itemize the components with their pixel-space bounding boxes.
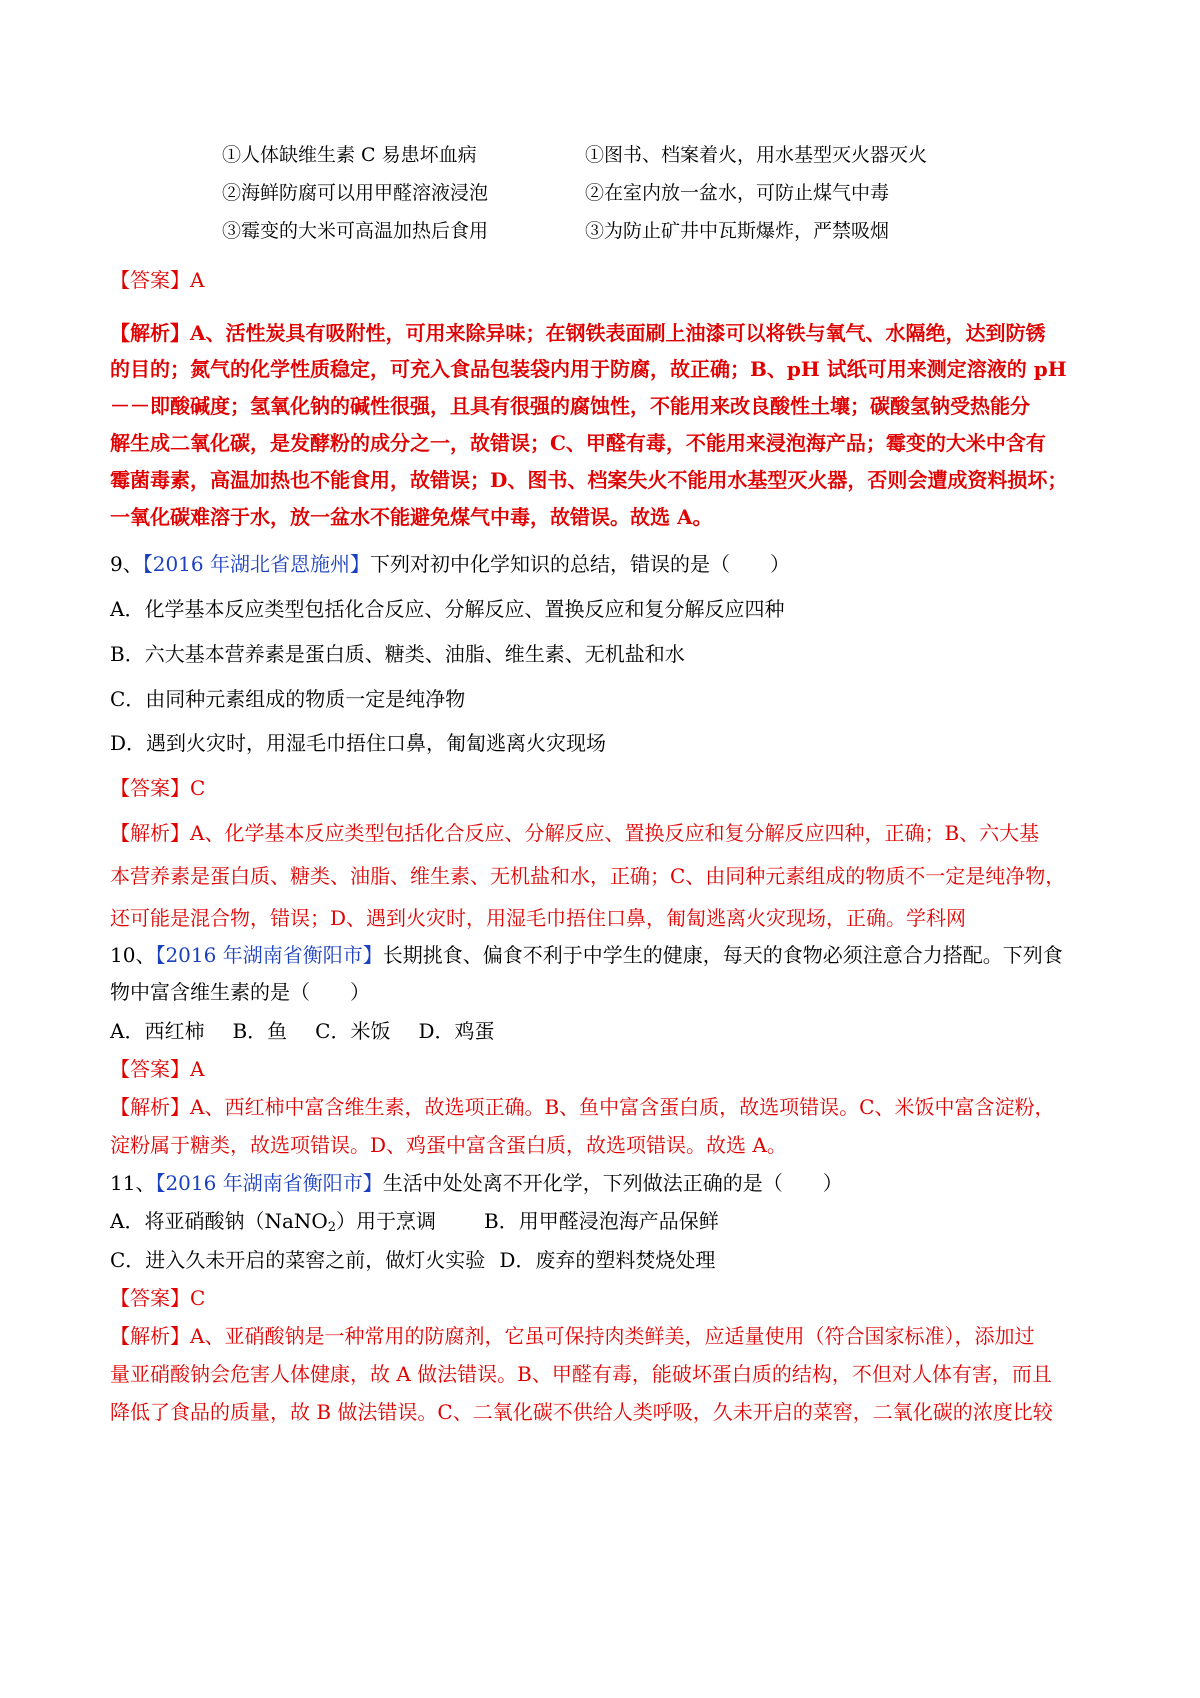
q9-number: 9、 bbox=[110, 552, 143, 576]
q8-analysis-line-2: 的目的；氮气的化学性质稳定，可充入食品包装袋内用于防腐，故正确；B、pH 试纸可用来测定溶液的 pH bbox=[110, 357, 1067, 381]
q11-stem bbox=[110, 1168, 1100, 1198]
q11-option-c: C．进入久未开启的菜窖之前，做灯火实验 bbox=[110, 1248, 486, 1272]
q10-option-c: C．米饭 bbox=[315, 1019, 391, 1043]
q9-analysis-line-3: 还可能是混合物，错误；D、遇到火灾时，用湿毛巾捂住口鼻，匍匐逃离火灾现场，正确。学科网 bbox=[110, 906, 967, 930]
q10-stem bbox=[110, 940, 1100, 970]
q11-stem-text: 生活中处处离不开化学，下列做法正确的是（ ） bbox=[382, 1171, 843, 1195]
q10-stem-text: 长期挑食、偏食不利于中学生的健康，每天的食物必须注意合力搭配。下列食 bbox=[382, 943, 1063, 967]
table-right-item-3: ③为防止矿井中瓦斯爆炸，严禁吸烟 bbox=[585, 220, 890, 242]
table-left-item-3: ③霉变的大米可高温加热后食用 bbox=[222, 220, 489, 242]
q8-analysis-line-5: 霉菌毒素，高温加热也不能食用，故错误；D、图书、档案失火不能用水基型灭火器，否则会遭成资料损坏； bbox=[110, 468, 1068, 492]
q10-options bbox=[110, 1016, 1100, 1046]
q9-analysis-line-1: 【解析】A、化学基本反应类型包括化合反应、分解反应、置换反应和复分解反应四种，正确；B、六大基 bbox=[110, 821, 1040, 845]
q11-option-a: A．将亚硝酸钠（NaNO$_2$）用于烹调 bbox=[110, 1209, 437, 1235]
q11-analysis-line-2: 量亚硝酸钠会危害人体健康，故 A 做法错误。B、甲醛有毒，能破坏蛋白质的结构，不但对人体有害，而且 bbox=[110, 1362, 1052, 1386]
q11-options-row-2 bbox=[110, 1245, 1100, 1275]
q8-analysis-line-6: 一氧化碳难溶于水，放一盆水不能避免煤气中毒，故错误。故选 A。 bbox=[110, 505, 713, 529]
q11-source: 【2016 年湖南省衡阳市】 bbox=[155, 1171, 383, 1195]
q10-stem-line-2: 物中富含维生素的是（ ） bbox=[110, 980, 370, 1004]
table-left-item-2: ②海鲜防腐可以用甲醛溶液浸泡 bbox=[222, 182, 489, 204]
q9-source: 【2016 年湖北省恩施州】 bbox=[142, 552, 370, 576]
q10-option-a: A．西红柿 bbox=[110, 1019, 205, 1043]
q11-number: 11、 bbox=[110, 1171, 156, 1195]
q9-stem-text: 下列对初中化学知识的总结，错误的是（ ） bbox=[370, 552, 790, 576]
q10-answer: 【答案】A bbox=[110, 1057, 205, 1081]
q9-option-c: C．由同种元素组成的物质一定是纯净物 bbox=[110, 687, 466, 711]
q8-answer: 【答案】A bbox=[110, 268, 205, 292]
q11-options-row-1 bbox=[110, 1206, 1100, 1243]
table-left-item-1: ①人体缺维生素 C 易患坏血病 bbox=[222, 144, 477, 166]
table-right-item-1: ①图书、档案着火，用水基型灭火器灭火 bbox=[585, 144, 928, 166]
q10-source: 【2016 年湖南省衡阳市】 bbox=[155, 943, 383, 967]
q10-option-d: D．鸡蛋 bbox=[418, 1019, 495, 1043]
q9-option-b: B．六大基本营养素是蛋白质、糖类、油脂、维生素、无机盐和水 bbox=[110, 642, 685, 666]
q10-number: 10、 bbox=[110, 943, 156, 967]
q10-option-b: B．鱼 bbox=[232, 1019, 288, 1043]
q9-answer: 【答案】C bbox=[110, 776, 206, 800]
q9-analysis-line-2: 本营养素是蛋白质、糖类、油脂、维生素、无机盐和水，正确；C、由同种元素组成的物质不一定是纯净物， bbox=[110, 864, 1066, 888]
q11-answer: 【答案】C bbox=[110, 1286, 206, 1310]
q10-analysis-line-2: 淀粉属于糖类，故选项错误。D、鸡蛋中富含蛋白质，故选项错误。故选 A。 bbox=[110, 1133, 787, 1157]
q11-analysis-line-1: 【解析】A、亚硝酸钠是一种常用的防腐剂，它虽可保持肉类鲜美，应适量使用（符合国家标准），添加过 bbox=[110, 1324, 1035, 1348]
q10-analysis-line-1: 【解析】A、西红柿中富含维生素，故选项正确。B、鱼中富含蛋白质，故选项错误。C、米饭中富含淀粉， bbox=[110, 1095, 1055, 1119]
q11-analysis-line-3: 降低了食品的质量，故 B 做法错误。C、二氧化碳不供给人类呼吸，久未开启的菜窖，二氧化碳的浓度比较 bbox=[110, 1400, 1053, 1424]
table-right-item-2: ②在室内放一盆水，可防止煤气中毒 bbox=[585, 182, 890, 204]
q11-option-b: B．用甲醛浸泡海产品保鲜 bbox=[484, 1209, 719, 1233]
q9-option-a: A．化学基本反应类型包括化合反应、分解反应、置换反应和复分解反应四种 bbox=[110, 597, 785, 621]
q9-option-d: D．遇到火灾时，用湿毛巾捂住口鼻，匍匐逃离火灾现场 bbox=[110, 731, 607, 755]
q8-analysis-line-4: 解生成二氧化碳，是发酵粉的成分之一，故错误；C、甲醛有毒，不能用来浸泡海产品；霉变的大米中含有 bbox=[110, 431, 1046, 455]
q8-analysis-line-1: 【解析】A、活性炭具有吸附性，可用来除异味；在钢铁表面刷上油漆可以将铁与氧气、水隔绝，达到防锈 bbox=[110, 321, 1046, 345]
q9-stem bbox=[110, 549, 1100, 579]
q8-analysis-line-3: －－即酸碱度；氢氧化钠的碱性很强，且具有很强的腐蚀性，不能用来改良酸性土壤；碳酸氢钠受热能分 bbox=[110, 394, 1030, 418]
q11-option-d: D．废弃的塑料焚烧处理 bbox=[499, 1248, 716, 1272]
